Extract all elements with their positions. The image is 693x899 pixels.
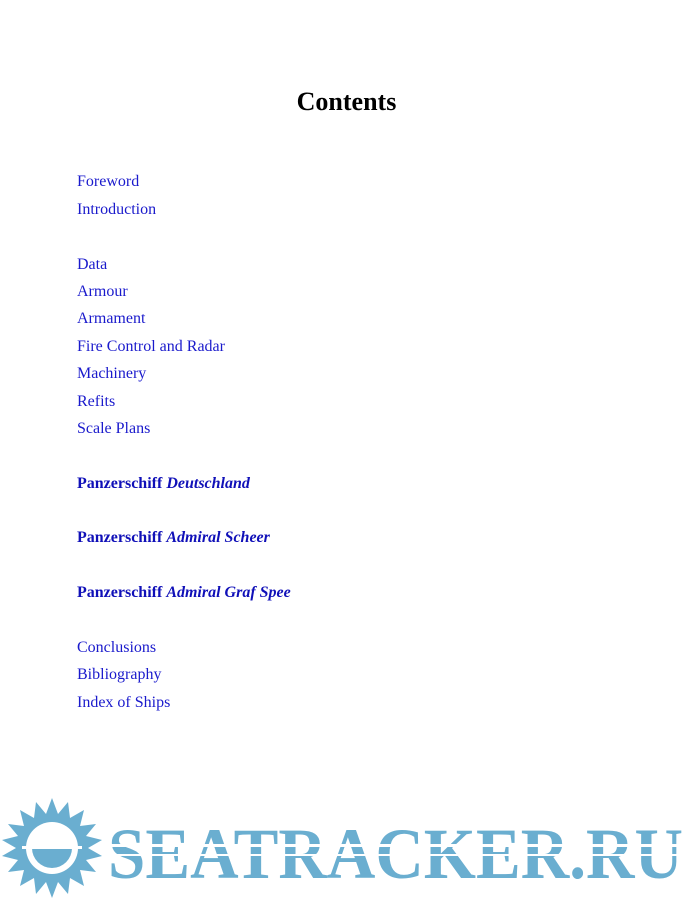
sun-icon xyxy=(2,798,102,898)
toc-link-armament[interactable]: Armament xyxy=(77,310,146,327)
toc-prefix: Panzerschiff xyxy=(77,529,163,546)
toc-link-machinery[interactable]: Machinery xyxy=(77,365,147,382)
toc-ship-name: Admiral Scheer xyxy=(166,529,270,546)
page-title: Contents xyxy=(296,87,397,116)
toc-link-conclusions[interactable]: Conclusions xyxy=(77,639,157,656)
toc-ship-name: Admiral Graf Spee xyxy=(166,584,291,601)
toc-link-index-of-ships[interactable]: Index of Ships xyxy=(77,694,171,711)
toc-link-fire-control-radar[interactable]: Fire Control and Radar xyxy=(77,338,225,355)
toc-link-deutschland[interactable] xyxy=(77,474,250,494)
toc-link-introduction[interactable]: Introduction xyxy=(77,201,157,218)
toc-link-armour[interactable]: Armour xyxy=(77,283,128,300)
toc-prefix: Panzerschiff xyxy=(77,475,163,492)
toc-link-scale-plans[interactable]: Scale Plans xyxy=(77,420,151,437)
toc-link-admiral-graf-spee[interactable] xyxy=(77,583,291,603)
toc-link-data[interactable]: Data xyxy=(77,256,108,273)
toc-link-bibliography[interactable]: Bibliography xyxy=(77,666,162,683)
toc-link-refits[interactable]: Refits xyxy=(77,393,116,410)
seatracker-watermark-logo xyxy=(0,796,693,899)
watermark-text-group xyxy=(108,814,686,894)
toc-link-foreword[interactable]: Foreword xyxy=(77,173,140,190)
toc-link-admiral-scheer[interactable] xyxy=(77,528,270,548)
toc-prefix: Panzerschiff xyxy=(77,584,163,601)
toc-ship-name: Deutschland xyxy=(166,475,250,492)
